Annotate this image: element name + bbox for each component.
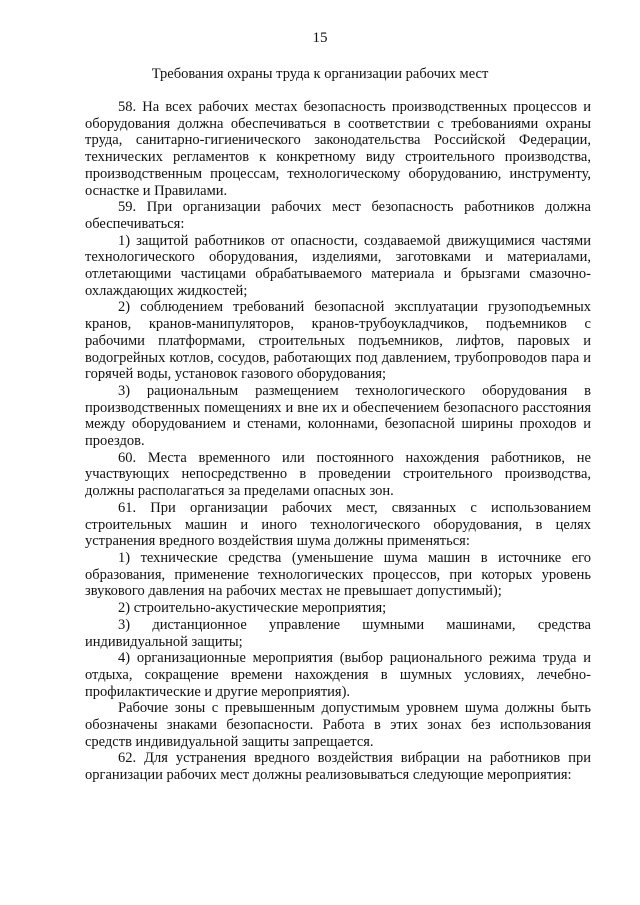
paragraph-62: 62. Для устранения вредного воздействия вибрации на работников при организации рабочих мест должны реализовываться следующие мероприятия:	[85, 750, 591, 784]
paragraph-58: 58. На всех рабочих местах безопасность производственных процессов и оборудования должна обеспечиваться в соответствии с требованиями охраны труда, санитарно-гигиенического законодательства Российской Федерации, технических регламентов к конкретному виду строительного производства, производственным процессам, технологическому оборудованию, инструменту, оснастке и Правилами.	[85, 99, 591, 199]
document-body	[85, 99, 591, 784]
paragraph-61: 61. При организации рабочих мест, связанных с использованием строительных машин и иного технологического оборудования, в целях устранения вредного воздействия шума должны применяться:	[85, 499, 591, 550]
paragraph-59-item-3: 3) рациональным размещением технологического оборудования в производственных помещениях и вне их и обеспечением безопасного расстояния между оборудованием и стенами, колоннами, безопасной ширины проходов и проездов.	[85, 382, 591, 450]
page-number: 15	[312, 30, 328, 46]
paragraph-noise-zones: Рабочие зоны с превышенным допустимым уровнем шума должны быть обозначены знаками безопасности. Работа в этих зонах без использования средств индивидуальной защиты запрещается.	[85, 700, 591, 750]
paragraph-59: 59. При организации рабочих мест безопасность работников должна обеспечиваться:	[85, 199, 591, 232]
paragraph-60: 60. Места временного или постоянного нахождения работников, не участвующих непосредственно в проведении строительного производства, должны располагаться за пределами опасных зон.	[85, 449, 591, 500]
paragraph-61-item-2: 2) строительно-акустические мероприятия;	[118, 600, 387, 617]
paragraph-59-item-2: 2) соблюдением требований безопасной эксплуатации грузоподъемных кранов, кранов-манипуляторов, кранов-трубоукладчиков, подъемников с рабочими платформами, строительных подъемников, лифтов, паровых и водогрейных котлов, сосудов, работающих под давлением, трубопроводов пара и горячей воды, установок газового оборудования;	[85, 299, 591, 383]
section-title: Требования охраны труда к организации рабочих мест	[151, 66, 489, 82]
paragraph-59-item-1: 1) защитой работников от опасности, создаваемой движущимися частями технологического оборудования, изделиями, заготовками и материалами, отлетающими частицами обрабатываемого материала и брызгами смазочно-охлаждающих жидкостей;	[85, 232, 591, 299]
paragraph-61-item-3: 3) дистанционное управление шумными машинами, средства индивидуальной защиты;	[85, 616, 591, 650]
paragraph-61-item-1: 1) технические средства (уменьшение шума машин в источнике его образования, применение технологических процессов, при которых уровень звукового давления на рабочих местах не превышает допустимый);	[85, 549, 591, 600]
paragraph-61-item-4: 4) организационные мероприятия (выбор рационального режима труда и отдыха, сокращение времени нахождения в шумных условиях, лечебно-профилактические и другие мероприятия).	[85, 650, 591, 700]
